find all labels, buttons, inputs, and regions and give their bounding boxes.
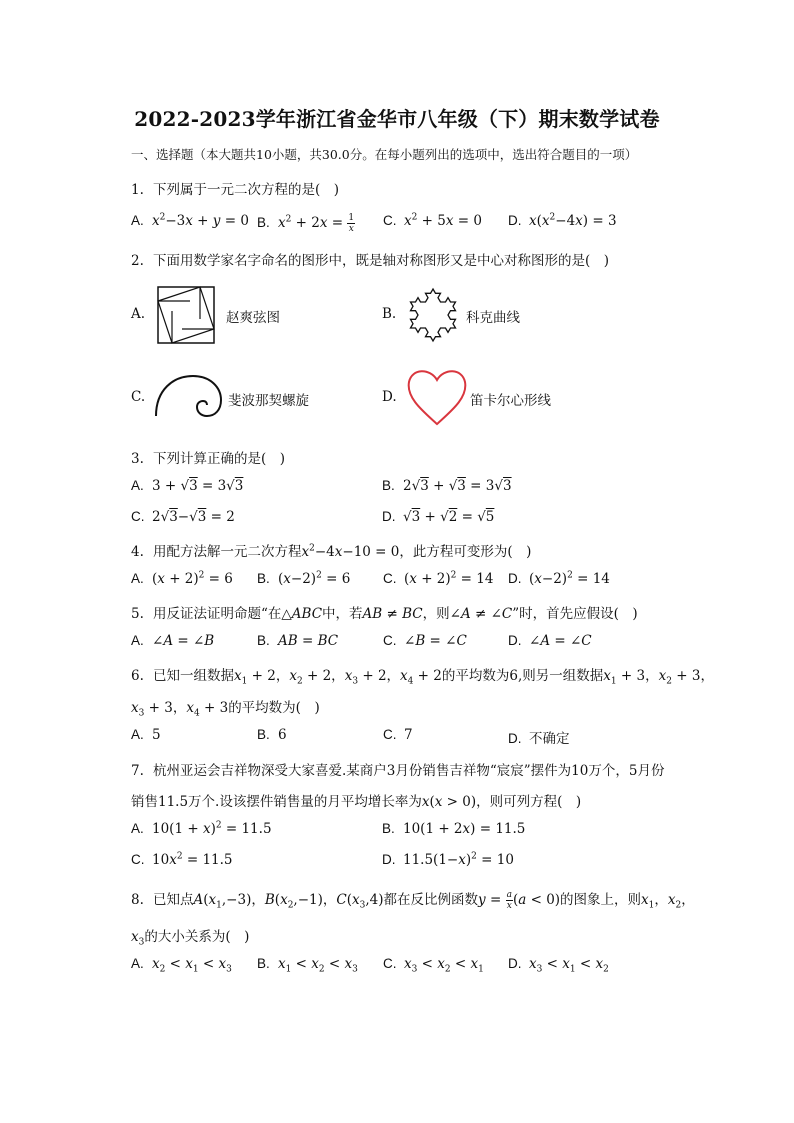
q4-option-a[interactable]: A. $(x + 2)^2 = 6$ (131, 570, 233, 587)
q6-option-d[interactable]: D. 不确定 (508, 731, 570, 747)
q2-caption-b: 科克曲线 (466, 310, 520, 326)
q7-option-c[interactable]: C. $10x^2 = 11.5$ (131, 851, 233, 868)
zhao-shuang-diagram (157, 286, 217, 346)
q2-caption-d: 笛卡尔心形线 (470, 393, 551, 409)
q3-option-d[interactable]: D. √3 + √2 = √5 (382, 509, 495, 525)
question-6-line-2: $x_3 + 3$，$x_4 + 3$的平均数为( ) (131, 700, 320, 719)
q6-option-c[interactable]: C. 7 (383, 727, 413, 743)
q5-option-a[interactable]: A. ∠A = ∠B (131, 633, 215, 649)
q1-option-c[interactable]: C. $x^2 + 5x = 0$ (383, 212, 482, 229)
q3-option-a[interactable]: A. 3 + √3 = 3√3 (131, 478, 244, 494)
q7-option-b[interactable]: B. 10(1 + 2x) = 11.5 (382, 821, 526, 837)
q2-option-a[interactable]: A. (131, 306, 146, 322)
question-number: 4. (131, 544, 144, 560)
question-5: 5. 用反证法证明命题“在△ABC中，若AB ≠ BC，则∠A ≠ ∠C”时，首先应假设( ) (131, 606, 638, 622)
q2-caption-a: 赵爽弦图 (226, 310, 280, 326)
question-4: 4. 用配方法解一元二次方程$x^2-4x-10 = 0$，此方程可变形为( ) (131, 543, 532, 560)
q5-option-b[interactable]: B. AB = BC (257, 633, 339, 649)
exam-title: 2022-2023学年浙江省金华市八年级（下）期末数学试卷 (134, 107, 660, 131)
q7-option-a[interactable]: A. $10(1 + x)^2 = 11.5$ (131, 820, 272, 837)
q2-option-c[interactable]: C. (131, 389, 146, 405)
question-7-line-2: 销售11.5万个.设该摆件销售量的月平均增长率为x(x > 0)，则可列方程( ) (131, 794, 582, 810)
question-6-line-1: 6. 已知一组数据$x_1 + 2$，$x_2 + 2$，$x_3 + 2$，$x_4 + 2$的平均数为6,则另一组数据$x_1 + 3$，$x_2 + 3$， (131, 668, 714, 687)
question-7-line-1: 7. 杭州亚运会吉祥物深受大家喜爱.某商户3月份销售吉祥物“宸宸”摆件为10万个，5月份 (131, 763, 665, 779)
q4-option-c[interactable]: C. $(x + 2)^2 = 14$ (383, 570, 494, 587)
cardioid-heart (406, 366, 468, 426)
question-2 (131, 249, 609, 269)
question-text: 下列属于一元二次方程的是( ) (153, 182, 340, 198)
q5-option-d[interactable]: D. ∠A = ∠C (508, 633, 592, 649)
q1-option-a[interactable]: A. $x^2-3x + y = 0$ (131, 212, 249, 229)
q2-caption-c: 斐波那契螺旋 (228, 393, 309, 409)
question-number: 5. (131, 606, 144, 622)
q8-option-d[interactable]: D. $x_3 < x_1 < x_2$ (508, 956, 609, 975)
fibonacci-spiral (153, 372, 225, 418)
q2-option-d[interactable]: D. (382, 389, 397, 405)
question-8-line-1: 8. 已知点$A(x_1,-3)$，$B(x_2,-1)$，$C(x_3,4)$都在反比例函数y = $\frac{a}{x}$ (a < 0)的图象上，则$x_1$，$x_2$， (131, 890, 695, 911)
question-8-line-2: $x_3$的大小关系为( ) (131, 929, 250, 948)
question-number: 2. (131, 253, 144, 269)
question-number: 3. (131, 451, 144, 467)
koch-curve (402, 281, 464, 349)
question-text: 下列计算正确的是( ) (153, 451, 286, 467)
question-3 (131, 447, 285, 467)
question-number: 7. (131, 763, 144, 779)
q7-option-d[interactable]: D. $11.5(1-x)^2 = 10$ (382, 851, 514, 868)
q4-option-b[interactable]: B. $(x-2)^2 = 6$ (257, 570, 351, 587)
q5-option-c[interactable]: C. ∠B = ∠C (383, 633, 467, 649)
q6-option-a[interactable]: A. 5 (131, 727, 161, 743)
q4-option-d[interactable]: D. $(x-2)^2 = 14$ (508, 570, 610, 587)
q8-option-a[interactable]: A. $x_2 < x_1 < x_3$ (131, 956, 232, 975)
q3-option-b[interactable]: B. 2√3 + √3 = 3√3 (382, 478, 512, 494)
section-heading: 一、选择题（本大题共10小题，共30.0分。在每小题列出的选项中，选出符合题目的一项） (131, 147, 638, 162)
question-number: 1. (131, 182, 144, 198)
q2-option-b[interactable]: B. (382, 306, 397, 322)
q8-option-c[interactable]: C. $x_3 < x_2 < x_1$ (383, 956, 484, 975)
question-number: 8. (131, 892, 144, 908)
question-text: 下面用数学家名字命名的图形中，既是轴对称图形又是中心对称图形的是( ) (153, 253, 610, 269)
q8-option-b[interactable]: B. $x_1 < x_2 < x_3$ (257, 956, 358, 975)
q1-option-d[interactable]: D. $x(x^2-4x) = 3$ (508, 212, 617, 229)
question-1 (131, 178, 339, 198)
q1-option-b[interactable]: B. $x^2 + 2x$ = $\frac{1}{x}$ (257, 213, 355, 234)
question-number: 6. (131, 668, 144, 684)
q6-option-b[interactable]: B. 6 (257, 727, 287, 743)
q3-option-c[interactable]: C. 2√3−√3 = 2 (131, 509, 235, 525)
